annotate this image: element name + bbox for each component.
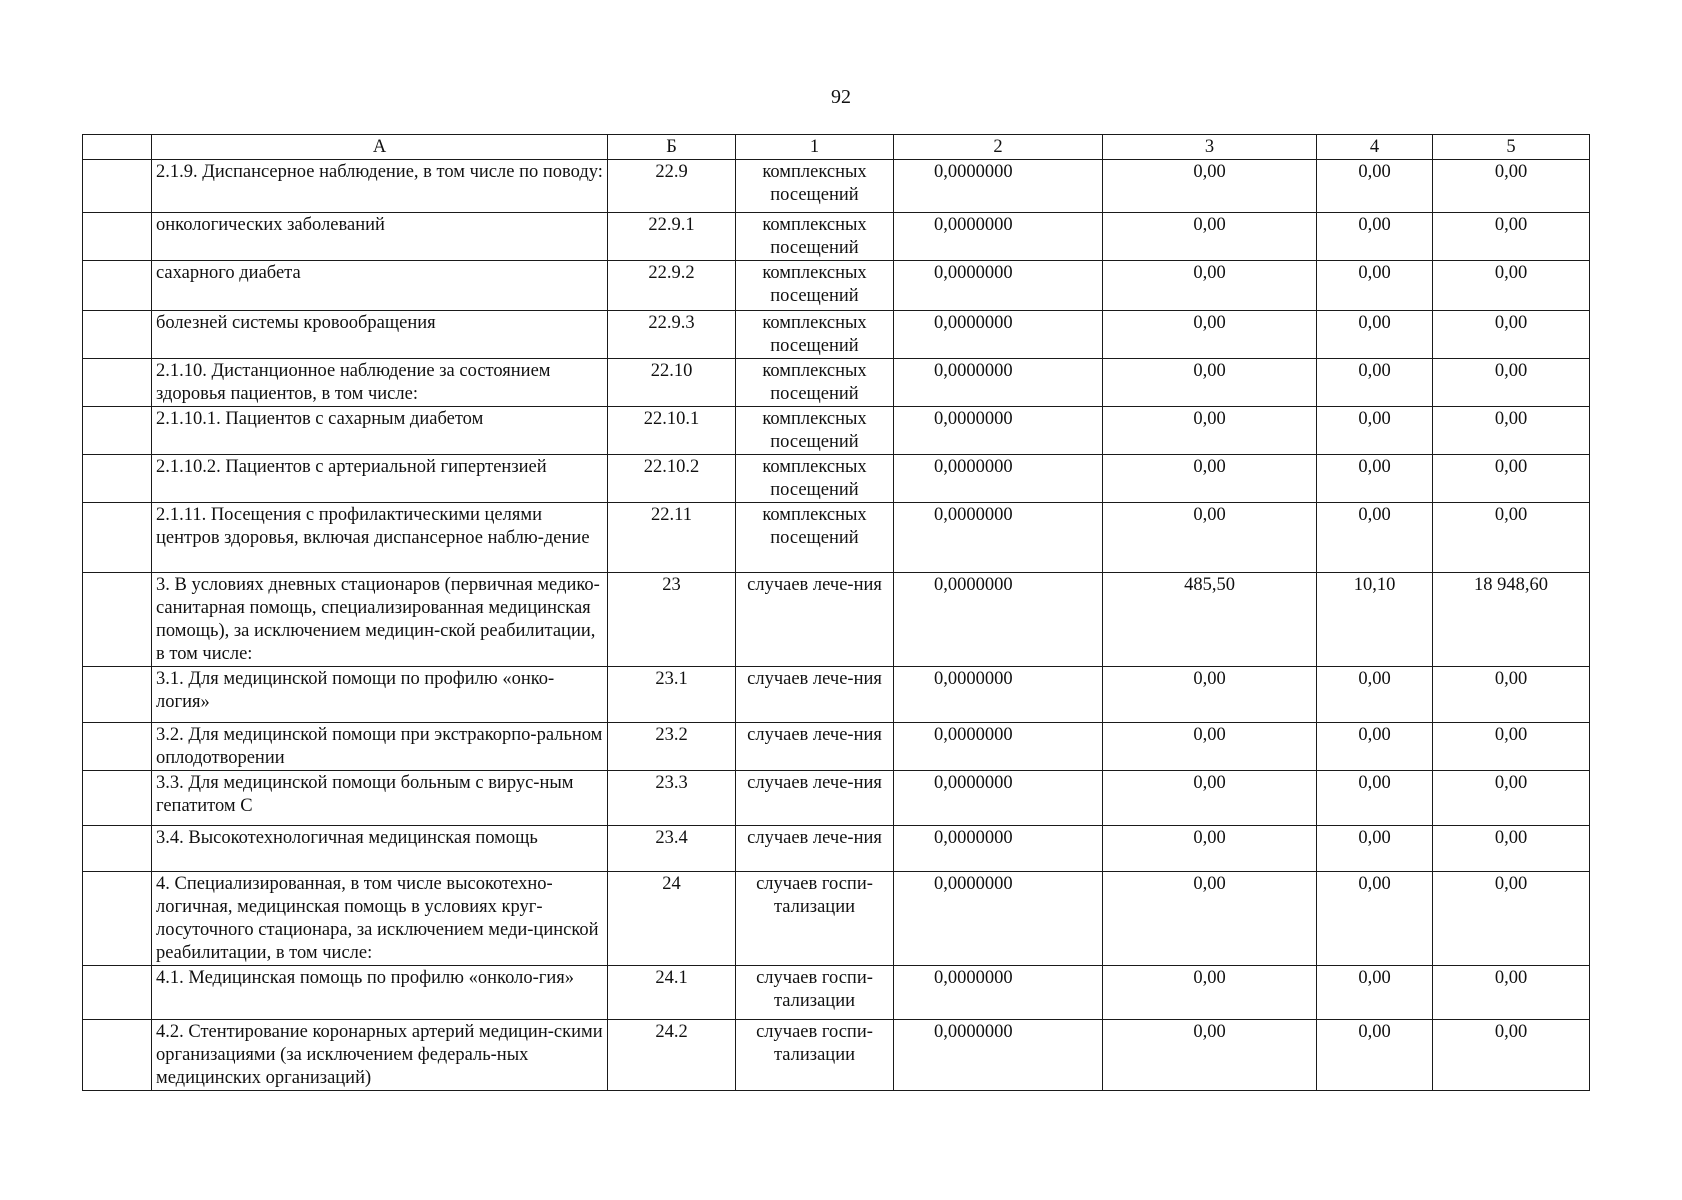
row-code: 22.10	[608, 359, 736, 407]
row-value-3: 485,50	[1103, 573, 1317, 667]
row-value-5: 0,00	[1433, 1020, 1590, 1091]
row-value-3: 0,00	[1103, 261, 1317, 311]
row-value-2: 0,0000000	[894, 213, 1103, 261]
row-value-5: 0,00	[1433, 723, 1590, 771]
table-row	[83, 407, 1590, 455]
row-value-3: 0,00	[1103, 667, 1317, 723]
row-side-cell	[83, 771, 152, 826]
row-label: 3.3. Для медицинской помощи больным с вирус-ным гепатитом С	[152, 771, 608, 826]
header-cell-a: А	[152, 135, 608, 160]
row-value-2: 0,0000000	[894, 573, 1103, 667]
row-unit: случаев госпи-тализации	[736, 1020, 894, 1091]
row-value-3: 0,00	[1103, 872, 1317, 966]
row-label: 3.2. Для медицинской помощи при экстракорпо-ральном оплодотворении	[152, 723, 608, 771]
table-row	[83, 826, 1590, 872]
row-value-3: 0,00	[1103, 1020, 1317, 1091]
row-side-cell	[83, 160, 152, 213]
row-unit: случаев госпи-тализации	[736, 966, 894, 1020]
row-code: 23.3	[608, 771, 736, 826]
row-value-3: 0,00	[1103, 311, 1317, 359]
row-value-2: 0,0000000	[894, 261, 1103, 311]
row-code: 23.2	[608, 723, 736, 771]
row-unit: комплексных посещений	[736, 261, 894, 311]
row-value-4: 0,00	[1317, 826, 1433, 872]
row-code: 24.1	[608, 966, 736, 1020]
row-side-cell	[83, 261, 152, 311]
row-code: 22.11	[608, 503, 736, 573]
row-label: 4. Специализированная, в том числе высокотехно-логичная, медицинская помощь в условиях круг-лосуточного стационара, за исключением меди-цинской реабилитации, в том числе:	[152, 872, 608, 966]
row-value-4: 0,00	[1317, 261, 1433, 311]
row-side-cell	[83, 966, 152, 1020]
table-row	[83, 872, 1590, 966]
row-value-4: 0,00	[1317, 771, 1433, 826]
row-unit: комплексных посещений	[736, 160, 894, 213]
row-label: 3.4. Высокотехнологичная медицинская помощь	[152, 826, 608, 872]
row-code: 22.9.1	[608, 213, 736, 261]
row-value-2: 0,0000000	[894, 503, 1103, 573]
row-side-cell	[83, 826, 152, 872]
row-label: 4.1. Медицинская помощь по профилю «онколо-гия»	[152, 966, 608, 1020]
row-value-4: 0,00	[1317, 213, 1433, 261]
row-value-4: 0,00	[1317, 1020, 1433, 1091]
header-cell-b: Б	[608, 135, 736, 160]
row-value-3: 0,00	[1103, 213, 1317, 261]
table-row	[83, 503, 1590, 573]
row-value-4: 0,00	[1317, 455, 1433, 503]
row-label: 2.1.10. Дистанционное наблюдение за состоянием здоровья пациентов, в том числе:	[152, 359, 608, 407]
row-value-4: 0,00	[1317, 667, 1433, 723]
row-label: 2.1.10.1. Пациентов с сахарным диабетом	[152, 407, 608, 455]
row-side-cell	[83, 213, 152, 261]
header-cell-5: 5	[1433, 135, 1590, 160]
table-row	[83, 1020, 1590, 1091]
row-value-5: 0,00	[1433, 160, 1590, 213]
row-unit: случаев лече-ния	[736, 723, 894, 771]
row-label: 2.1.10.2. Пациентов с артериальной гипертензией	[152, 455, 608, 503]
row-value-5: 0,00	[1433, 872, 1590, 966]
table-row	[83, 667, 1590, 723]
row-side-cell	[83, 407, 152, 455]
row-unit: случаев лече-ния	[736, 667, 894, 723]
row-side-cell	[83, 667, 152, 723]
row-label: 3.1. Для медицинской помощи по профилю «онко-логия»	[152, 667, 608, 723]
row-value-5: 0,00	[1433, 966, 1590, 1020]
table-row	[83, 966, 1590, 1020]
row-side-cell	[83, 1020, 152, 1091]
row-unit: комплексных посещений	[736, 213, 894, 261]
row-unit: комплексных посещений	[736, 503, 894, 573]
header-cell-blank	[83, 135, 152, 160]
table-row	[83, 771, 1590, 826]
row-value-2: 0,0000000	[894, 160, 1103, 213]
row-value-3: 0,00	[1103, 160, 1317, 213]
row-label: 3. В условиях дневных стационаров (первичная медико-санитарная помощь, специализированная медицинская помощь), за исключением медицин-ской реабилитации, в том числе:	[152, 573, 608, 667]
row-unit: комплексных посещений	[736, 407, 894, 455]
row-label: болезней системы кровообращения	[152, 311, 608, 359]
row-value-2: 0,0000000	[894, 667, 1103, 723]
row-unit: случаев госпи-тализации	[736, 872, 894, 966]
row-value-4: 0,00	[1317, 407, 1433, 455]
row-code: 22.9.3	[608, 311, 736, 359]
header-cell-1: 1	[736, 135, 894, 160]
row-code: 23.4	[608, 826, 736, 872]
row-unit: случаев лече-ния	[736, 771, 894, 826]
row-code: 22.9.2	[608, 261, 736, 311]
row-code: 24	[608, 872, 736, 966]
row-value-5: 0,00	[1433, 503, 1590, 573]
table-row	[83, 573, 1590, 667]
row-label: 2.1.9. Диспансерное наблюдение, в том числе по поводу:	[152, 160, 608, 213]
row-value-5: 0,00	[1433, 771, 1590, 826]
header-cell-4: 4	[1317, 135, 1433, 160]
row-code: 22.9	[608, 160, 736, 213]
row-unit: комплексных посещений	[736, 359, 894, 407]
row-value-2: 0,0000000	[894, 723, 1103, 771]
table-body	[83, 135, 1590, 1091]
row-value-4: 10,10	[1317, 573, 1433, 667]
header-cell-2: 2	[894, 135, 1103, 160]
row-value-5: 0,00	[1433, 826, 1590, 872]
row-value-2: 0,0000000	[894, 771, 1103, 826]
row-label: онкологических заболеваний	[152, 213, 608, 261]
row-value-4: 0,00	[1317, 311, 1433, 359]
row-code: 23	[608, 573, 736, 667]
row-value-2: 0,0000000	[894, 455, 1103, 503]
row-value-4: 0,00	[1317, 160, 1433, 213]
row-code: 23.1	[608, 667, 736, 723]
row-side-cell	[83, 723, 152, 771]
row-value-5: 0,00	[1433, 213, 1590, 261]
table-header-row	[83, 135, 1590, 160]
row-side-cell	[83, 872, 152, 966]
row-code: 22.10.2	[608, 455, 736, 503]
row-side-cell	[83, 503, 152, 573]
row-unit: комплексных посещений	[736, 455, 894, 503]
table-row	[83, 160, 1590, 213]
row-value-2: 0,0000000	[894, 966, 1103, 1020]
row-value-5: 0,00	[1433, 407, 1590, 455]
table-row	[83, 359, 1590, 407]
row-label: 2.1.11. Посещения с профилактическими целями центров здоровья, включая диспансерное наблю-дение	[152, 503, 608, 573]
row-value-3: 0,00	[1103, 407, 1317, 455]
row-value-5: 0,00	[1433, 261, 1590, 311]
table-row	[83, 723, 1590, 771]
data-table	[82, 134, 1590, 1091]
row-side-cell	[83, 359, 152, 407]
row-unit: комплексных посещений	[736, 311, 894, 359]
row-unit: случаев лече-ния	[736, 826, 894, 872]
table-row	[83, 455, 1590, 503]
row-value-3: 0,00	[1103, 503, 1317, 573]
row-side-cell	[83, 455, 152, 503]
page-number: 92	[831, 86, 851, 108]
row-value-3: 0,00	[1103, 826, 1317, 872]
row-value-5: 0,00	[1433, 455, 1590, 503]
table-row	[83, 261, 1590, 311]
row-value-4: 0,00	[1317, 359, 1433, 407]
row-value-3: 0,00	[1103, 359, 1317, 407]
row-value-5: 0,00	[1433, 359, 1590, 407]
row-value-2: 0,0000000	[894, 872, 1103, 966]
row-value-2: 0,0000000	[894, 311, 1103, 359]
row-value-3: 0,00	[1103, 723, 1317, 771]
row-value-4: 0,00	[1317, 723, 1433, 771]
row-value-3: 0,00	[1103, 455, 1317, 503]
row-value-5: 18 948,60	[1433, 573, 1590, 667]
table-row	[83, 311, 1590, 359]
row-value-2: 0,0000000	[894, 407, 1103, 455]
row-value-4: 0,00	[1317, 503, 1433, 573]
row-value-4: 0,00	[1317, 966, 1433, 1020]
row-value-4: 0,00	[1317, 872, 1433, 966]
row-value-2: 0,0000000	[894, 826, 1103, 872]
table-row	[83, 213, 1590, 261]
row-side-cell	[83, 573, 152, 667]
row-value-2: 0,0000000	[894, 1020, 1103, 1091]
row-unit: случаев лече-ния	[736, 573, 894, 667]
row-code: 24.2	[608, 1020, 736, 1091]
row-value-2: 0,0000000	[894, 359, 1103, 407]
row-label: 4.2. Стентирование коронарных артерий медицин-скими организациями (за исключением федераль-ных медицинских организаций)	[152, 1020, 608, 1091]
row-value-3: 0,00	[1103, 771, 1317, 826]
row-value-3: 0,00	[1103, 966, 1317, 1020]
header-cell-3: 3	[1103, 135, 1317, 160]
row-value-5: 0,00	[1433, 667, 1590, 723]
row-code: 22.10.1	[608, 407, 736, 455]
row-label: сахарного диабета	[152, 261, 608, 311]
row-side-cell	[83, 311, 152, 359]
row-value-5: 0,00	[1433, 311, 1590, 359]
